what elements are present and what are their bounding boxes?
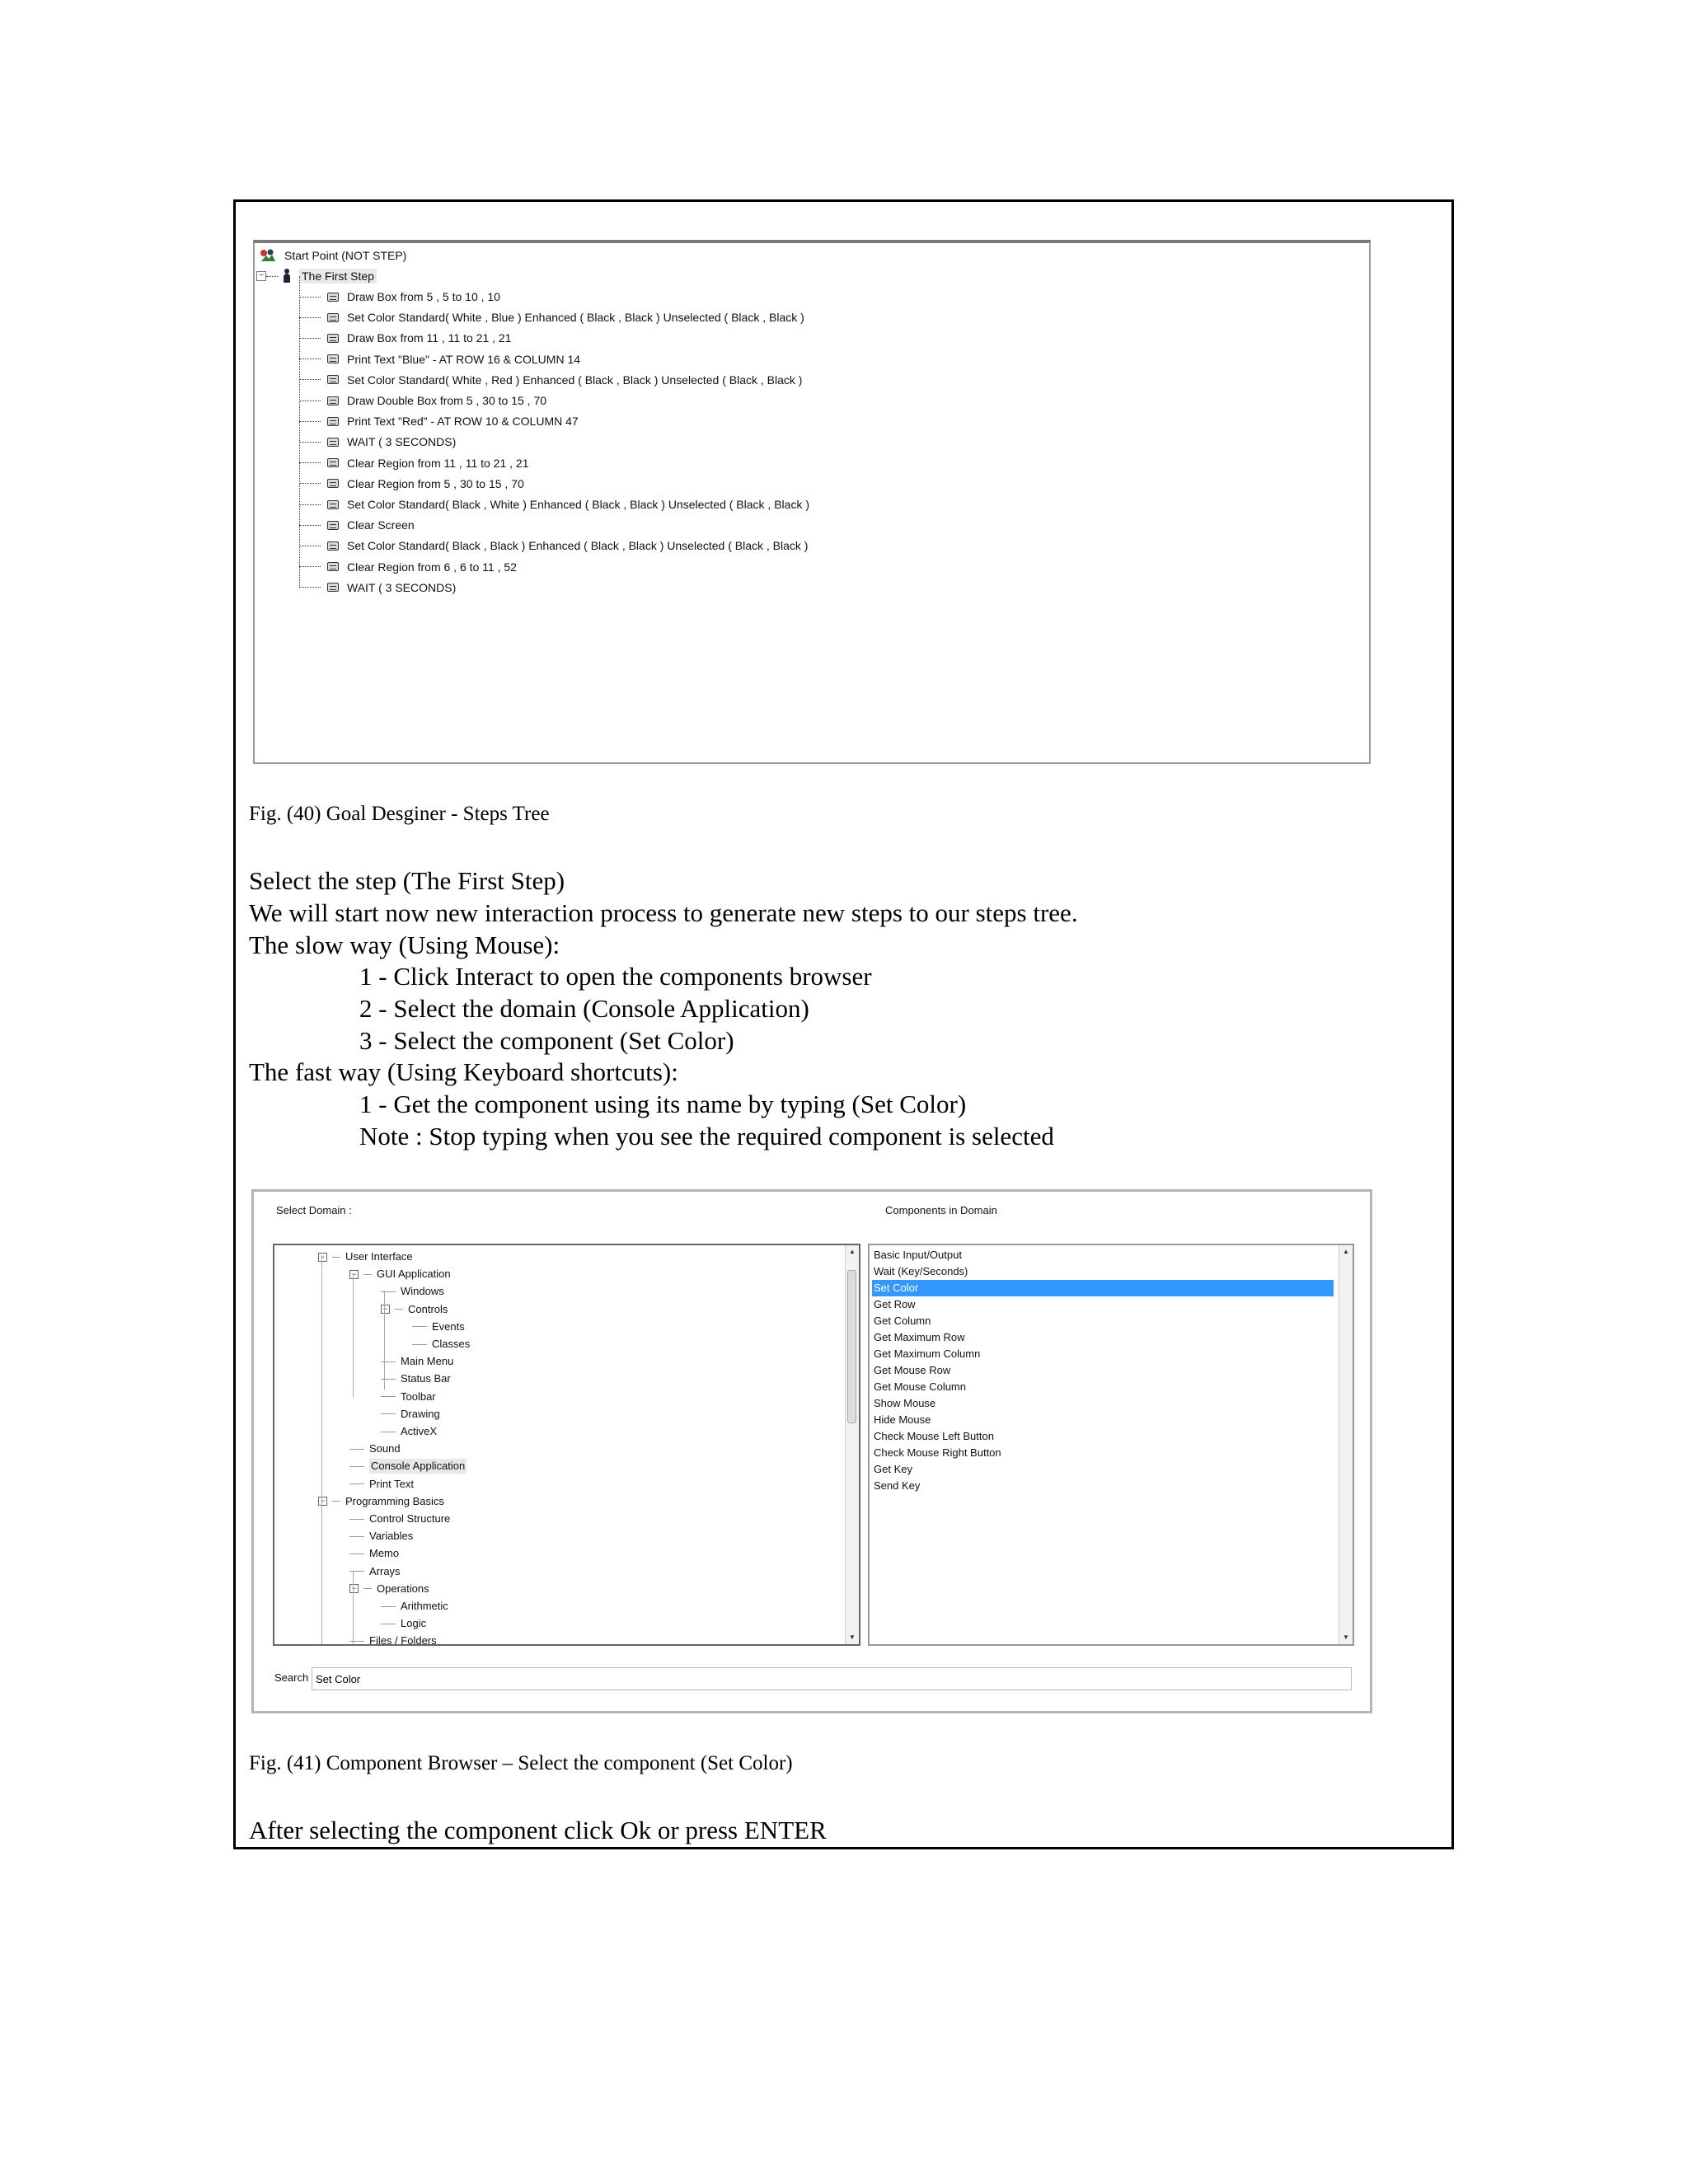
component-list-item[interactable]: Get Maximum Row [874, 1331, 965, 1343]
step-label: Draw Box from 11 , 11 to 21 , 21 [347, 331, 512, 345]
domain-tree-node[interactable] [381, 1424, 437, 1439]
component-list-item[interactable]: Check Mouse Right Button [874, 1446, 1001, 1459]
domain-node-label: Print Text [369, 1477, 414, 1490]
domain-tree-node[interactable] [381, 1284, 444, 1299]
component-list-item[interactable]: Get Mouse Column [874, 1380, 966, 1393]
domain-node-label: GUI Application [377, 1268, 451, 1281]
steps-tree-panel [253, 240, 1371, 764]
instruction-line-9: Note : Stop typing when you see the required component is selected [359, 1122, 1054, 1151]
instruction-line-3: The slow way (Using Mouse): [249, 930, 560, 959]
domain-tree-node[interactable] [381, 1302, 448, 1317]
component-list-item[interactable]: Show Mouse [874, 1397, 936, 1409]
step-label: Clear Region from 6 , 6 to 11 , 52 [347, 560, 517, 574]
domain-node-label: Files / Folders [369, 1634, 437, 1646]
step-label: Set Color Standard( White , Red ) Enhanced ( Black , Black ) Unselected ( Black , Black ) [347, 373, 803, 387]
tree-step-item[interactable] [299, 433, 456, 451]
collapse-icon[interactable]: − [318, 1497, 327, 1506]
tree-step-item[interactable] [299, 350, 580, 368]
domain-tree-node[interactable] [349, 1546, 399, 1561]
domain-tree-node[interactable] [381, 1407, 440, 1422]
component-list-item[interactable]: Check Mouse Left Button [874, 1430, 994, 1442]
component-list-item[interactable]: Wait (Key/Seconds) [874, 1265, 968, 1277]
instruction-line-2: We will start now new interaction process to generate new steps to our steps tree. [249, 898, 1078, 927]
select-domain-label: Select Domain : [276, 1204, 352, 1216]
collapse-icon[interactable]: − [318, 1253, 327, 1262]
step-label: Clear Screen [347, 518, 415, 532]
step-icon [327, 438, 339, 447]
components-in-domain-label: Components in Domain [885, 1204, 997, 1216]
component-browser [251, 1189, 1372, 1713]
step-label: Print Text "Blue" - AT ROW 16 & COLUMN 14 [347, 352, 581, 366]
tree-step-item[interactable] [299, 537, 808, 555]
step-label: Clear Region from 5 , 30 to 15 , 70 [347, 476, 524, 490]
tree-step-item[interactable] [299, 391, 546, 410]
domain-tree-node[interactable] [318, 1249, 413, 1264]
tree-step-item[interactable] [299, 329, 511, 347]
step-icon [327, 521, 339, 530]
components-scrollbar[interactable] [1339, 1245, 1353, 1644]
domain-node-label: Logic [401, 1617, 427, 1630]
domain-tree-node[interactable] [349, 1441, 401, 1456]
component-list-item[interactable]: Get Mouse Row [874, 1364, 951, 1376]
domain-node-label: Programming Basics [345, 1494, 444, 1507]
component-list-item[interactable]: Set Color [872, 1280, 1334, 1296]
step-icon [327, 375, 339, 384]
domain-tree-node[interactable] [349, 1582, 429, 1596]
step-label: WAIT ( 3 SECONDS) [347, 435, 457, 449]
domain-tree-node[interactable] [349, 1477, 414, 1492]
tree-root-label: Start Point (NOT STEP) [284, 249, 407, 262]
step-label: Set Color Standard( Black , Black ) Enhanced ( Black , Black ) Unselected ( Black , Black ) [347, 539, 809, 553]
domain-tree-node[interactable] [349, 1564, 401, 1579]
collapse-icon[interactable]: − [349, 1584, 359, 1593]
step-label: Set Color Standard( White , Blue ) Enhanced ( Black , Black ) Unselected ( Black , Black ) [347, 311, 804, 325]
domain-node-label: Main Menu [401, 1355, 454, 1368]
domain-node-label: Arrays [369, 1564, 401, 1577]
step-icon [327, 500, 339, 509]
component-list-item[interactable]: Basic Input/Output [874, 1249, 962, 1261]
collapse-icon[interactable]: − [349, 1270, 359, 1279]
person-icon [283, 269, 291, 284]
instruction-line-6: 3 - Select the component (Set Color) [359, 1026, 734, 1055]
domain-tree-node[interactable] [381, 1390, 436, 1404]
scroll-down-icon[interactable]: ▼ [849, 1633, 856, 1641]
tree-step-item[interactable] [299, 579, 456, 597]
tree-step-item[interactable] [299, 371, 802, 389]
domain-tree-node[interactable] [349, 1529, 413, 1544]
domain-tree-node[interactable] [381, 1616, 426, 1631]
instruction-line-8: 1 - Get the component using its name by typing (Set Color) [359, 1090, 967, 1118]
scroll-up-icon[interactable]: ▲ [1343, 1248, 1349, 1255]
tree-root-node[interactable] [260, 246, 406, 265]
step-label: Clear Region from 11 , 11 to 21 , 21 [347, 456, 529, 470]
component-list-item[interactable]: Get Row [874, 1298, 916, 1310]
step-icon [327, 479, 339, 488]
domain-node-label: User Interface [345, 1250, 413, 1263]
component-list-item[interactable]: Hide Mouse [874, 1413, 931, 1426]
step-label: Draw Box from 5 , 5 to 10 , 10 [347, 290, 500, 303]
domain-tree-node[interactable] [412, 1319, 465, 1334]
domain-node-label: Arithmetic [401, 1600, 448, 1612]
collapse-icon[interactable]: − [381, 1305, 390, 1314]
step-icon [327, 562, 339, 571]
domain-node-label: Control Structure [369, 1512, 451, 1525]
step-label: Print Text "Red" - AT ROW 10 & COLUMN 47 [347, 415, 579, 429]
domain-tree-node[interactable] [412, 1337, 470, 1352]
step-icon [327, 396, 339, 405]
step-icon [327, 354, 339, 363]
step-icon [327, 583, 339, 592]
first-step-label: The First Step [299, 269, 377, 284]
tree-step-item[interactable] [299, 412, 579, 430]
component-list-item[interactable]: Get Key [874, 1463, 912, 1475]
domain-node-label: Controls [408, 1302, 448, 1315]
domain-node-label: Variables [369, 1530, 414, 1543]
search-label: Search [274, 1671, 309, 1684]
domain-node-label: Sound [369, 1442, 401, 1455]
collapse-icon[interactable]: − [256, 271, 266, 281]
scroll-up-icon[interactable]: ▲ [849, 1248, 856, 1255]
step-icon [327, 313, 339, 322]
scroll-down-icon[interactable]: ▼ [1343, 1633, 1349, 1641]
figure-41-caption: Fig. (41) Component Browser – Select the component (Set Color) [249, 1752, 793, 1774]
domain-node-label: Memo [369, 1547, 400, 1560]
domain-tree-node[interactable] [349, 1267, 451, 1282]
tree-step-item[interactable] [299, 495, 809, 513]
instruction-line-7: The fast way (Using Keyboard shortcuts): [249, 1057, 678, 1086]
tree-node-first-step[interactable] [255, 267, 377, 285]
domain-node-label: Classes [432, 1338, 471, 1350]
step-icon [327, 458, 339, 467]
step-icon [327, 541, 339, 551]
domain-tree-node[interactable] [349, 1459, 467, 1474]
closing-text: After selecting the component click Ok or press ENTER [249, 1816, 827, 1844]
domain-tree-node[interactable] [318, 1494, 444, 1509]
step-icon [327, 334, 339, 343]
tree-step-item[interactable] [299, 454, 529, 472]
step-icon [327, 417, 339, 426]
scroll-thumb[interactable] [847, 1270, 856, 1423]
tree-step-item[interactable] [299, 308, 804, 326]
instruction-line-5: 2 - Select the domain (Console Application) [359, 994, 809, 1023]
domain-node-label: Windows [401, 1285, 444, 1298]
search-input[interactable] [312, 1667, 1352, 1690]
step-label: Draw Double Box from 5 , 30 to 15 , 70 [347, 394, 547, 407]
domain-tree-node[interactable] [381, 1371, 451, 1386]
domain-node-label: Toolbar [401, 1390, 436, 1403]
component-list-item[interactable]: Get Maximum Column [874, 1347, 981, 1360]
step-icon [327, 293, 339, 302]
domain-node-label: Operations [377, 1582, 429, 1595]
components-list[interactable] [868, 1244, 1354, 1646]
domain-node-label: ActiveX [401, 1425, 438, 1437]
domain-tree-node[interactable] [349, 1511, 450, 1526]
tree-step-item[interactable] [299, 558, 517, 576]
component-list-item[interactable]: Send Key [874, 1479, 921, 1492]
figure-40-caption: Fig. (40) Goal Desginer - Steps Tree [249, 803, 550, 825]
instruction-line-1: Select the step (The First Step) [249, 866, 565, 895]
domain-node-label: Status Bar [401, 1372, 451, 1385]
domain-node-label: Console Application [371, 1460, 466, 1473]
step-label: WAIT ( 3 SECONDS) [347, 580, 457, 594]
domain-scrollbar[interactable] [845, 1245, 859, 1644]
tree-step-item[interactable] [299, 516, 415, 534]
domain-tree[interactable] [273, 1244, 860, 1646]
domain-node-label: Drawing [401, 1407, 440, 1420]
instruction-line-4: 1 - Click Interact to open the components browser [359, 962, 872, 991]
tree-step-item[interactable] [299, 475, 524, 493]
step-label: Set Color Standard( Black , White ) Enhanced ( Black , Black ) Unselected ( Black , Black ) [347, 498, 809, 511]
domain-tree-node[interactable] [381, 1354, 453, 1369]
domain-tree-node[interactable] [381, 1599, 448, 1614]
domain-tree-node[interactable] [349, 1633, 437, 1646]
start-point-icon [260, 249, 276, 262]
domain-node-label: Events [432, 1319, 465, 1333]
component-list-item[interactable]: Get Column [874, 1315, 931, 1327]
tree-step-item[interactable] [299, 288, 500, 306]
